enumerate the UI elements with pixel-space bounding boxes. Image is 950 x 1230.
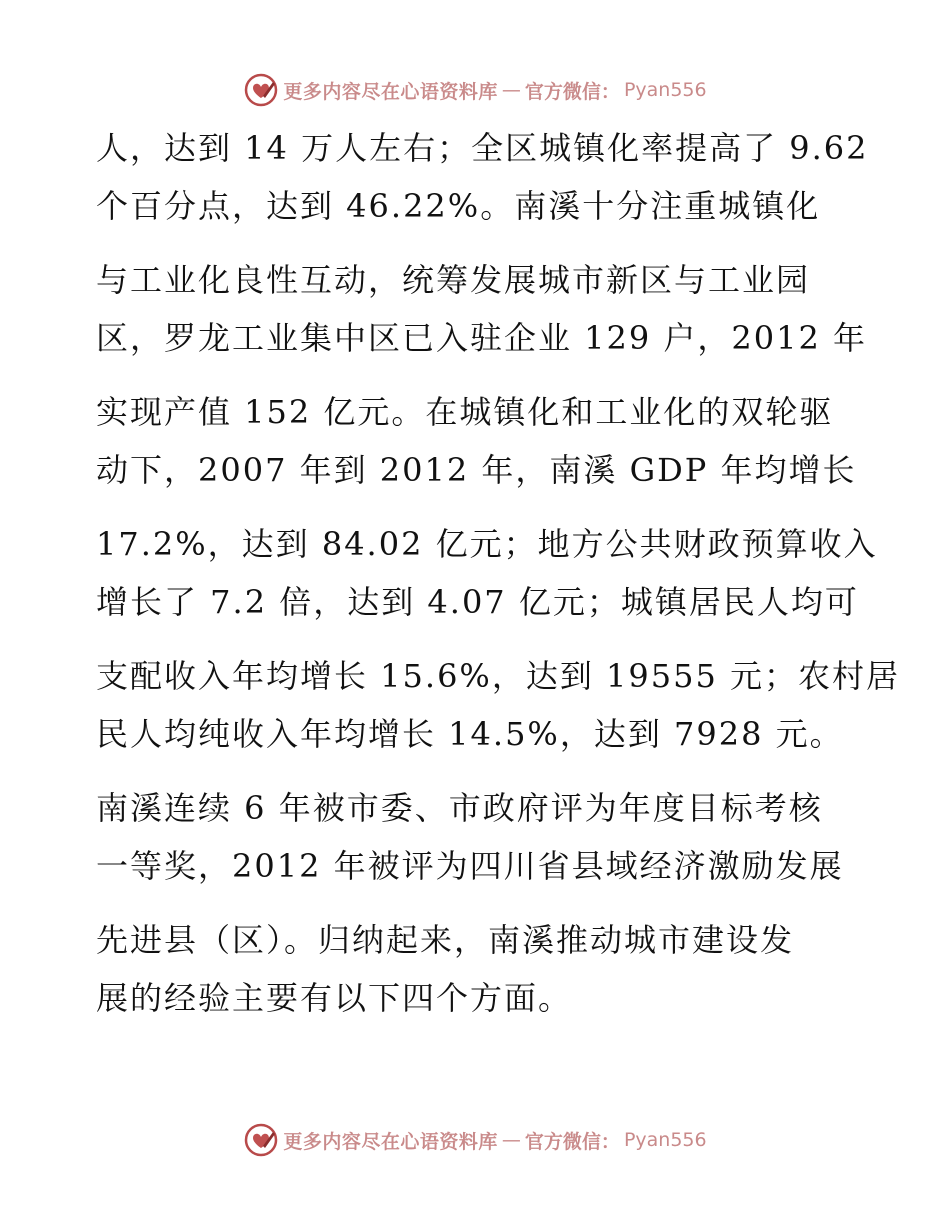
text-line: 先进县（区）。归纳起来，南溪推动城市建设发 [96,921,795,959]
text-line: 一等奖，2012 年被评为四川省县域经济激励发展 [96,847,844,885]
footer-banner-content [243,1122,706,1158]
banner-wechat-id: Pyan556 [623,79,707,101]
banner-title: 更多内容尽在心语资料库 [283,80,498,103]
banner-dash: — [501,1129,521,1151]
text-line: 南溪连续 6 年被市委、市政府评为年度目标考核 [96,789,823,827]
text-line: 个百分点，达到 46.22%。南溪十分注重城镇化 [96,187,821,225]
text-line: 支配收入年均增长 15.6%，达到 19555 元；农村居 [96,657,900,695]
text-line: 民人均纯收入年均增长 14.5%，达到 7928 元。 [96,715,844,753]
text-line: 展的经验主要有以下四个方面。 [96,979,573,1017]
text-line: 区，罗龙工业集中区已入驻企业 129 户，2012 年 [96,319,868,357]
text-line: 人，达到 14 万人左右；全区城镇化率提高了 9.62 [96,129,869,167]
footer-banner [0,1120,950,1160]
text-line: 实现产值 152 亿元。在城镇化和工业化的双轮驱 [96,393,834,431]
text-line: 增长了 7.2 倍，达到 4.07 亿元；城镇居民人均可 [96,583,859,621]
text-line: 动下，2007 年到 2012 年，南溪 GDP 年均增长 [96,451,857,489]
banner-wechat-label: 官方微信： [524,1130,620,1153]
banner-title: 更多内容尽在心语资料库 [283,1130,498,1153]
text-line: 17.2%，达到 84.02 亿元；地方公共财政预算收入 [96,525,878,563]
heart-pen-logo-icon [243,1122,279,1158]
banner-wechat-id: Pyan556 [623,1129,707,1151]
banner-wechat-label: 官方微信： [524,80,620,103]
banner-dash: — [501,79,521,101]
text-line: 与工业化良性互动，统筹发展城市新区与工业园 [96,261,811,299]
